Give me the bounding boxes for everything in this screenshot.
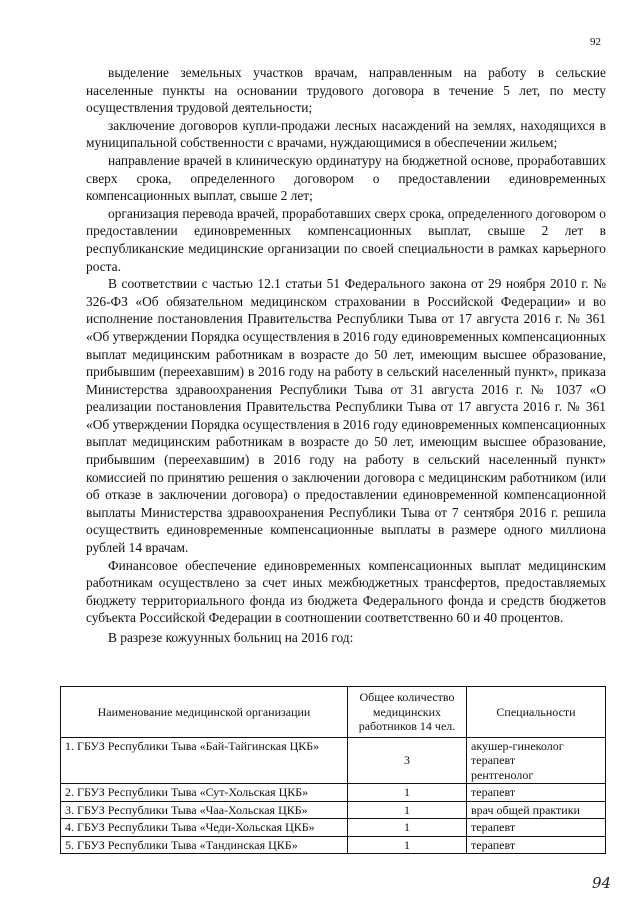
- paragraph-legal-basis: В соответствии с частью 12.1 статьи 51 Федерального закона от 29 ноября 2010 г. № 326-ФЗ «Об обязательном медицинском страховании в Российской Федерации» и во исполнение постановления Правительства Республики Тыва от 17 августа 2016 г. № 361 «Об утверждении Порядка осуществления в 2016 году единовременных компенсационных выплат медицинским работникам в возрасте до 50 лет, имеющим высшее образование, прибывшим (переехавшим) в 2016 году на работу в сельский населенный пункт», приказа Министерства здравоохранения Республики Тыва от 31 августа 2016 г. № 1037 «О реализации постановления Правительства Республики Тыва от 17 августа 2016 г. № 361 «Об утверждении Порядка осуществления в 2016 году единовременных компенсационных выплат медицинским работникам в возрасте до 50 лет, имеющим высшее образование, прибывшим (переехавшим) в 2016 году на работу в сельский населенный пункт» комиссией по принятию решения о заключении договора с медицинским работником (или об отказе в заключении договора) о предоставлении единовременной компенсационной выплаты Министерства здравоохранения Республики Тыва от 7 сентября 2016 г. решила осуществить единовременные компенсационные выплаты в размере одного миллиона рублей 14 врачам.: [86, 276, 606, 556]
- document-body: [86, 64, 606, 647]
- header-staff-count: Общее количество медицинских работников 14 чел.: [348, 687, 467, 738]
- row-organization: 5. ГБУЗ Республики Тыва «Тандинская ЦКБ»: [61, 836, 348, 854]
- paragraph-transfer: организация перевода врачей, проработавших сверх срока, определенного договором о предоставлении единовременных компенсационных выплат, свыше 2 лет в республиканские медицинские организации по своей специальности в рамках карьерного роста.: [86, 205, 606, 274]
- table-row: [61, 737, 606, 784]
- row-organization: 2. ГБУЗ Республики Тыва «Сут-Хольская ЦКБ»: [61, 784, 348, 802]
- row-count: 1: [348, 819, 467, 837]
- paragraph-land-allocation: выделение земельных участков врачам, направленным на работу в сельские населенные пункты на основании трудового договора в течение 5 лет, по месту осуществления трудовой деятельности;: [86, 65, 606, 116]
- paragraph-forest-contracts: заключение договоров купли-продажи лесных насаждений на землях, находящихся в муниципальной собственности с врачами, нуждающимися в обеспечении жильем;: [86, 117, 606, 151]
- page-number: 92: [590, 36, 601, 48]
- header-organization: Наименование медицинской организации: [61, 687, 348, 738]
- hospitals-table: [60, 686, 606, 854]
- specialty: терапевт: [471, 753, 516, 767]
- row-count: 3: [348, 737, 467, 784]
- specialty: акушер-гинеколог: [471, 738, 564, 753]
- specialty: рентгенолог: [471, 767, 534, 782]
- paragraph-financing: Финансовое обеспечение единовременных компенсационных выплат медицинским работникам осуществлено за счет иных межбюджетных трансфертов, предоставляемых бюджету территориального фонда из бюджета Федерального фонда и средств бюджетов субъекта Российской Федерации в соотношении соответственно 60 и 40 процентов.: [86, 557, 606, 626]
- table-row: [61, 784, 606, 802]
- table-row: [61, 801, 606, 819]
- row-organization: 1. ГБУЗ Республики Тыва «Бай-Тайгинская ЦКБ»: [61, 737, 348, 784]
- paragraph-residency: направление врачей в клиническую ординатуру на бюджетной основе, проработавших сверх срока, определенного договором о предоставлении единовременных компенсационных выплат, свыше 2 лет;: [86, 152, 606, 204]
- row-specialties: [467, 737, 606, 784]
- row-count: 1: [348, 836, 467, 854]
- handwritten-page-mark: 94: [592, 874, 612, 892]
- table-intro: В разрезе кожуунных больниц на 2016 год:: [108, 630, 354, 645]
- table-row: [61, 819, 606, 837]
- row-specialties: терапевт: [467, 784, 606, 802]
- row-specialties: терапевт: [467, 836, 606, 854]
- row-organization: 4. ГБУЗ Республики Тыва «Чеди-Хольская ЦКБ»: [61, 819, 348, 837]
- header-specialties: Специальности: [467, 687, 606, 738]
- table-header-row: [61, 687, 606, 738]
- row-count: 1: [348, 801, 467, 819]
- row-specialties: терапевт: [467, 819, 606, 837]
- row-specialties: врач общей практики: [467, 801, 606, 819]
- table-row: [61, 836, 606, 854]
- row-count: 1: [348, 784, 467, 802]
- row-organization: 3. ГБУЗ Республики Тыва «Чаа-Хольская ЦКБ»: [61, 801, 348, 819]
